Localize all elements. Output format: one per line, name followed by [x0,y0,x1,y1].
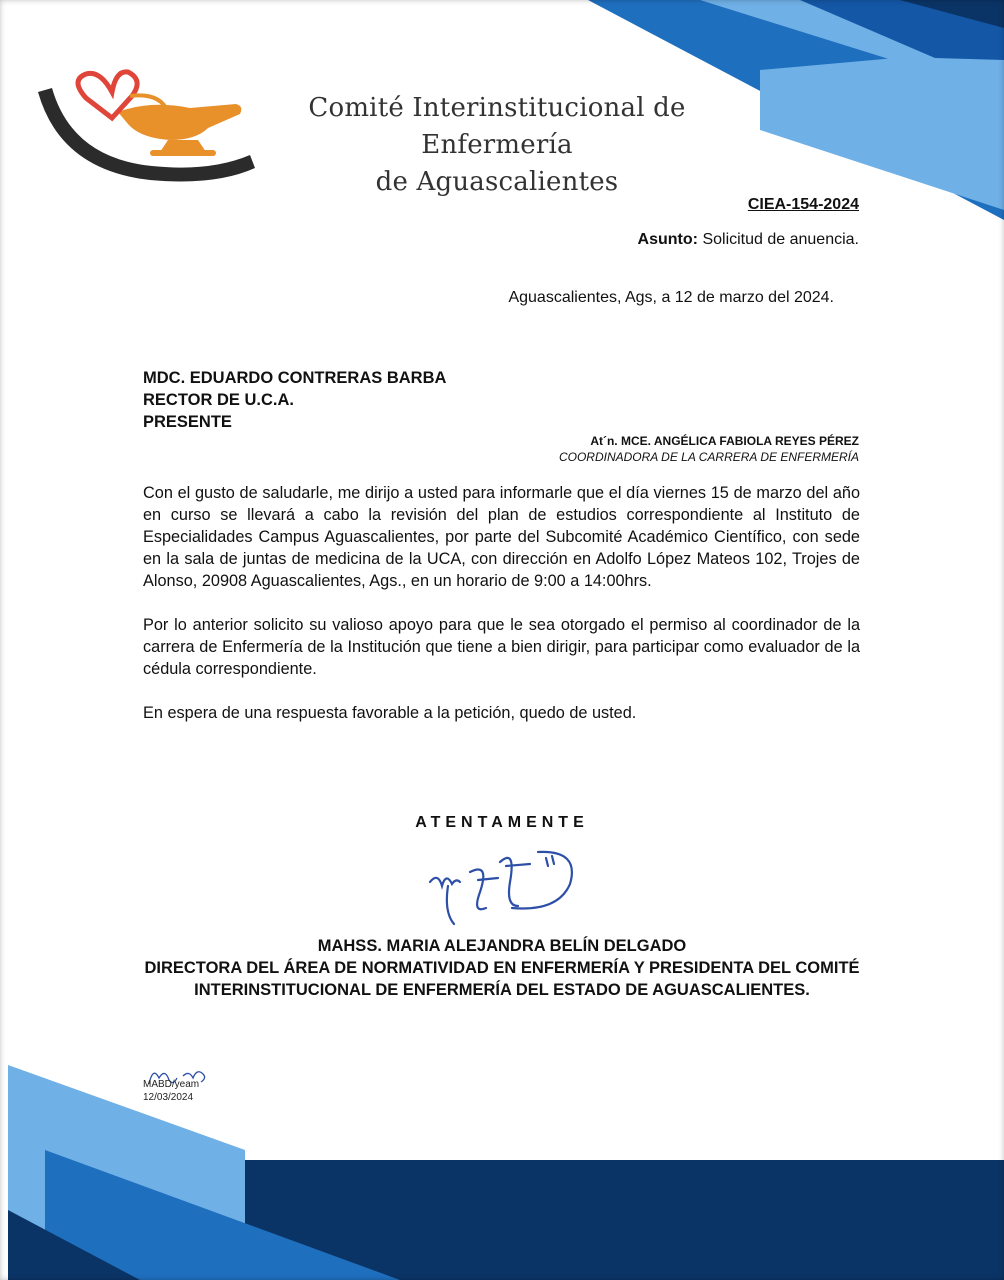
addressee-greeting: PRESENTE [143,413,232,431]
handwritten-signature [420,842,590,932]
attention-name: At´n. MCE. ANGÉLICA FABIOLA REYES PÉREZ [590,434,859,448]
reference-code: CIEA-154-2024 [747,196,859,213]
organization-name-line1: Comité Interinstitucional de Enfermería [308,93,686,160]
reference-initials [143,1078,199,1104]
initials-code: MABD/yeam [143,1079,200,1090]
initials-date: 12/03/2024 [143,1092,194,1103]
attention-role: COORDINADORA DE LA CARRERA DE ENFERMERÍA [558,450,859,464]
letter-body [143,482,860,746]
addressee-title: RECTOR DE U.C.A. [143,391,294,409]
closing-salutation: ATENTAMENTE [415,814,589,831]
signer-title: DIRECTORA DEL ÁREA DE NORMATIVIDAD EN ENFERMERÍA Y PRESIDENTA DEL COMITÉ INTERINSTITUCIONAL DE ENFERMERÍA DEL ESTADO DE AGUASCALIENTES. [144,959,860,999]
body-paragraph-3: En espera de una respuesta favorable a la petición, quedo de usted. [143,704,637,722]
attention-block [559,433,859,465]
subject-label: Asunto: [637,231,698,248]
subject-value: Solicitud de anuencia. [702,231,859,248]
body-paragraph-2: Por lo anterior solicito su valioso apoyo para que le sea otorgado el permiso al coordinador de la carrera de Enfermería de la Institución que tiene a bien dirigir, para participar como evaluador de la cédula correspondiente. [143,616,860,678]
addressee-name: MDC. EDUARDO CONTRERAS BARBA [143,369,447,387]
organization-name-line2: de Aguascalientes [375,167,619,197]
subject-line [638,231,859,249]
signer-block [120,935,884,1001]
date-line: Aguascalientes, Ags, a 12 de marzo del 2024. [508,289,834,306]
organization-name [262,90,732,201]
addressee-block [143,367,446,433]
body-paragraph-1: Con el gusto de saludarle, me dirijo a usted para informarle que el día viernes 15 de marzo del año en curso se llevará a cabo la revisión del plan de estudios correspondiente al Instituto de Especialidades Campus Aguascalientes, por parte del Subcomité Académico Científico, con sede en la sala de juntas de medicina de la UCA, con dirección en Adolfo López Mateos 102, Trojes de Alonso, 20908 Aguascalientes, Ags., en un horario de 9:00 a 14:00hrs. [143,484,860,590]
signer-name: MAHSS. MARIA ALEJANDRA BELÍN DELGADO [317,937,687,955]
